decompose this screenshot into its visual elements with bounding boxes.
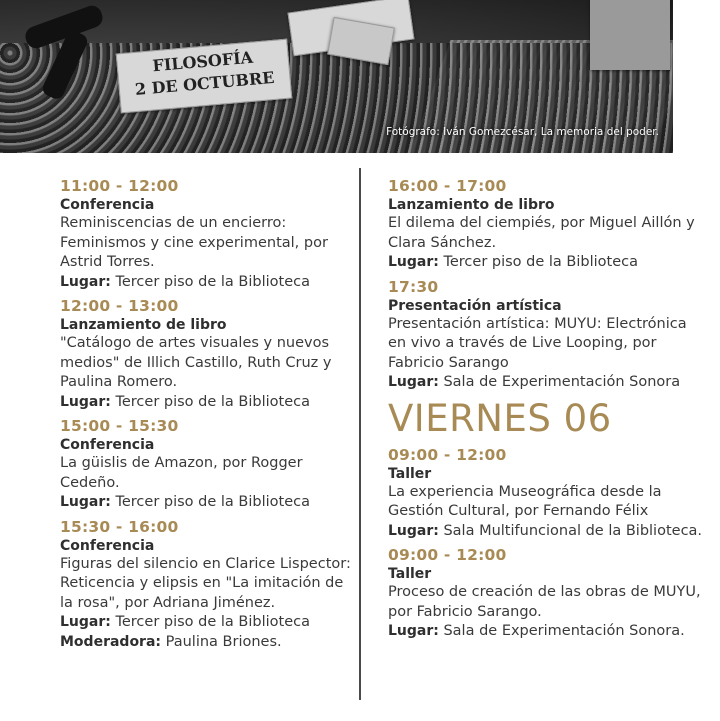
location-value: Tercer piso de la Biblioteca	[443, 254, 638, 270]
event-description: La experiencia Museográfica desde la Gestión Cultural, por Fernando Félix	[388, 483, 662, 519]
event-location	[60, 613, 356, 633]
event-description: Proceso de creación de las obras de MUYU, por Fabricio Sarango.	[388, 584, 701, 620]
location-value: Tercer piso de la Biblioteca	[115, 494, 310, 510]
event-time: 11:00 - 12:00	[60, 177, 179, 195]
location-value: Sala de Experimentación Sonora	[443, 374, 681, 390]
event-type: Lanzamiento de libro	[388, 197, 555, 213]
schedule-left-column	[60, 177, 356, 657]
photo-credit: Fotógrafo: Iván Gomezcésar, La memoria del poder.	[386, 126, 659, 138]
event-time: 15:30 - 16:00	[60, 517, 179, 536]
event-time: 09:00 - 12:00	[388, 445, 507, 464]
event-time: 15:00 - 15:30	[60, 417, 179, 435]
event-type: Lanzamiento de libro	[60, 317, 227, 333]
location-label: Lugar:	[60, 614, 111, 630]
location-label: Lugar:	[60, 273, 111, 290]
event-description: Reminiscencias de un encierro: Feminismos y cine experimental, por Astrid Torres.	[60, 215, 328, 270]
event-location	[388, 373, 708, 393]
event-item	[388, 177, 708, 273]
location-label: Lugar:	[388, 374, 439, 390]
event-location	[388, 622, 708, 642]
event-item	[388, 278, 708, 393]
protest-flag	[590, 0, 670, 70]
event-item	[60, 518, 356, 653]
location-value: Tercer piso de la Biblioteca	[115, 614, 310, 630]
event-type: Conferencia	[60, 197, 155, 213]
event-location	[388, 253, 708, 273]
event-time: 17:30	[388, 277, 439, 296]
event-description: Presentación artística: MUYU: Electrónica en vivo a través de Live Looping, por Fabricio Sarango	[388, 315, 687, 371]
event-type: Conferencia	[60, 437, 155, 453]
moderator-label: Moderadora:	[60, 633, 162, 650]
event-location	[388, 522, 708, 542]
location-label: Lugar:	[388, 522, 439, 539]
location-value: Tercer piso de la Biblioteca	[115, 393, 310, 410]
event-location	[60, 393, 356, 413]
location-value: Tercer piso de la Biblioteca	[115, 273, 310, 290]
event-type: Taller	[388, 566, 432, 582]
day-heading: VIERNES 06	[388, 396, 612, 440]
location-label: Lugar:	[388, 254, 439, 270]
event-type: Presentación artística	[388, 297, 562, 314]
event-item	[60, 297, 356, 412]
event-time: 16:00 - 17:00	[388, 177, 507, 195]
location-label: Lugar:	[60, 393, 111, 410]
event-description: "Catálogo de artes visuales y nuevos medios" de Illich Castillo, Ruth Cruz y Paulina Romero.	[60, 335, 332, 390]
event-description: La güislis de Amazon, por Rogger Cedeño.	[60, 455, 303, 491]
event-item	[60, 177, 356, 292]
event-type: Conferencia	[60, 537, 155, 554]
header-margin	[673, 0, 720, 153]
event-description: El dilema del ciempiés, por Miguel Aillón y Clara Sánchez.	[388, 215, 695, 251]
moderator-value: Paulina Briones.	[165, 633, 282, 650]
location-label: Lugar:	[60, 494, 111, 510]
header-photo	[0, 0, 673, 153]
location-value: Sala Multifuncional de la Biblioteca.	[443, 522, 703, 539]
event-item	[388, 446, 708, 542]
event-item	[60, 417, 356, 513]
event-description: Figuras del silencio en Clarice Lispector: Reticencia y elipsis en "La imitación de la rosa", por Adriana Jiménez.	[60, 555, 351, 611]
event-location	[60, 493, 356, 513]
banner-text-line2: 2 DE OCTUBRE	[134, 67, 276, 100]
event-time: 09:00 - 12:00	[388, 546, 507, 564]
column-divider	[359, 168, 361, 700]
event-type: Taller	[388, 465, 432, 482]
event-time: 12:00 - 13:00	[60, 297, 179, 315]
event-location	[60, 273, 356, 293]
schedule-right-column	[388, 177, 708, 647]
location-value: Sala de Experimentación Sonora.	[443, 623, 685, 639]
location-label: Lugar:	[388, 623, 439, 639]
event-item	[388, 546, 708, 642]
event-moderator	[60, 633, 356, 653]
banner-text-line1: FILOSOFÍA	[151, 47, 254, 76]
